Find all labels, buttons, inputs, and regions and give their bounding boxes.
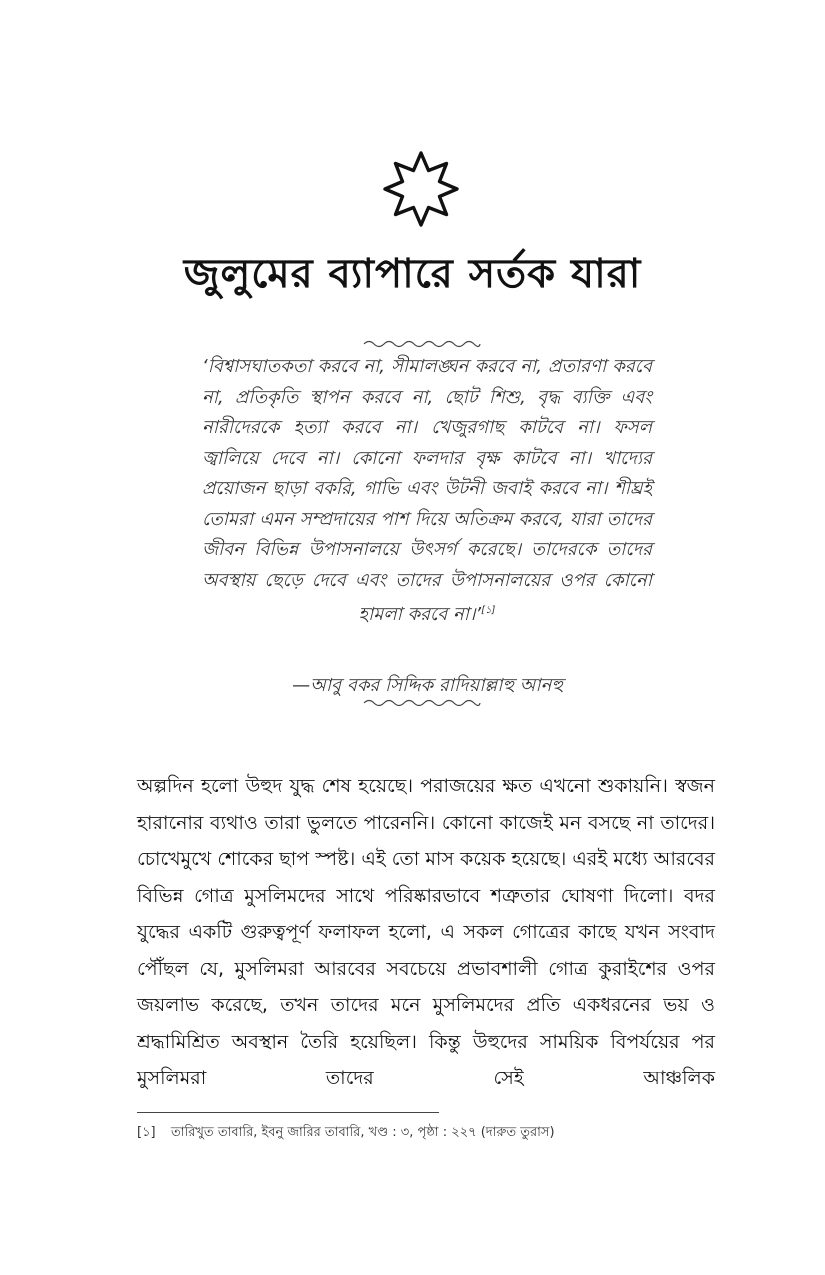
footnote-text: তারিখুত তাবারি, ইবনু জারির তাবারি, খণ্ড : ৩, পৃষ্ঠা : ২২৭ (দারুত তুরাস)	[171, 1125, 555, 1140]
footnote-divider	[137, 1112, 439, 1113]
body-paragraph: অল্পদিন হলো উহুদ যুদ্ধ শেষ হয়েছে। পরাজয়ের ক্ষত এখনো শুকায়নি। স্বজন হারানোর ব্যথাও তারা ভুলতে পারেননি। কোনো কাজেই মন বসছে না তাদের। চোখেমুখে শোকের ছাপ স্পষ্ট। এই তো মাস কয়েক হয়েছে। এরই মধ্যে আরবের বিভিন্ন গোত্র মুসলিমদের সাথে পরিষ্কারভাবে শত্রুতার ঘোষণা দিলো। বদর যুদ্ধের একটি গুরুত্বপূর্ণ ফলাফল হলো, এ সকল গোত্রের কাছে যখন সংবাদ পৌঁছল যে, মুসলিমরা আরবের সবচেয়ে প্রভাবশালী গোত্র কুরাইশের ওপর জয়লাভ করেছে, তখন তাদের মনে মুসলিমদের প্রতি একধরনের ভয় ও শ্রদ্ধামিশ্রিত অবস্থান তৈরি হয়েছিল। কিন্তু উহুদের সাময়িক বিপর্যয়ের পর মুসলিমরা তাদের সেই আঞ্চলিক	[137, 775, 715, 1089]
footnote	[137, 1123, 737, 1144]
epigraph-quote	[202, 352, 652, 631]
wave-divider-bottom	[362, 697, 482, 709]
epigraph-text: ‘বিশ্বাসঘাতকতা করবে না, সীমালঙ্ঘন করবে না, প্রতারণা করবে না, প্রতিকৃতি স্থাপন করবে না, ছোট শিশু, বৃদ্ধ ব্যক্তি এবং নারীদেরকে হত্যা করবে না। খেজুরগাছ কাটবে না। ফসল জ্বালিয়ে দেবে না। কোনো ফলদার বৃক্ষ কাটবে না। খাদ্যের প্রয়োজন ছাড়া বকরি, গাভি এবং উটনী জবাই করবে না। শীঘ্রই তোমরা এমন সম্প্রদায়ের পাশ দিয়ে অতিক্রম করবে, যারা তাদের জীবন বিভিন্ন উপাসনালয়ে উৎসর্গ করেছে। তাদেরকে তাদের অবস্থায় ছেড়ে দেবে এবং তাদের উপাসনালয়ের ওপর কোনো হামলা করবে না।’	[202, 356, 652, 625]
footnote-marker[interactable]: [১]	[481, 605, 496, 616]
epigraph-attribution: —আবু বকর সিদ্দিক রাদিয়াল্লাহু আনহু	[292, 675, 563, 696]
wave-divider-top	[362, 338, 482, 350]
chapter-title: জুলুমের ব্যাপারে সর্তক যারা	[183, 251, 642, 297]
footnote-number: [১]	[137, 1125, 156, 1140]
flower-ornament-icon	[382, 150, 460, 228]
